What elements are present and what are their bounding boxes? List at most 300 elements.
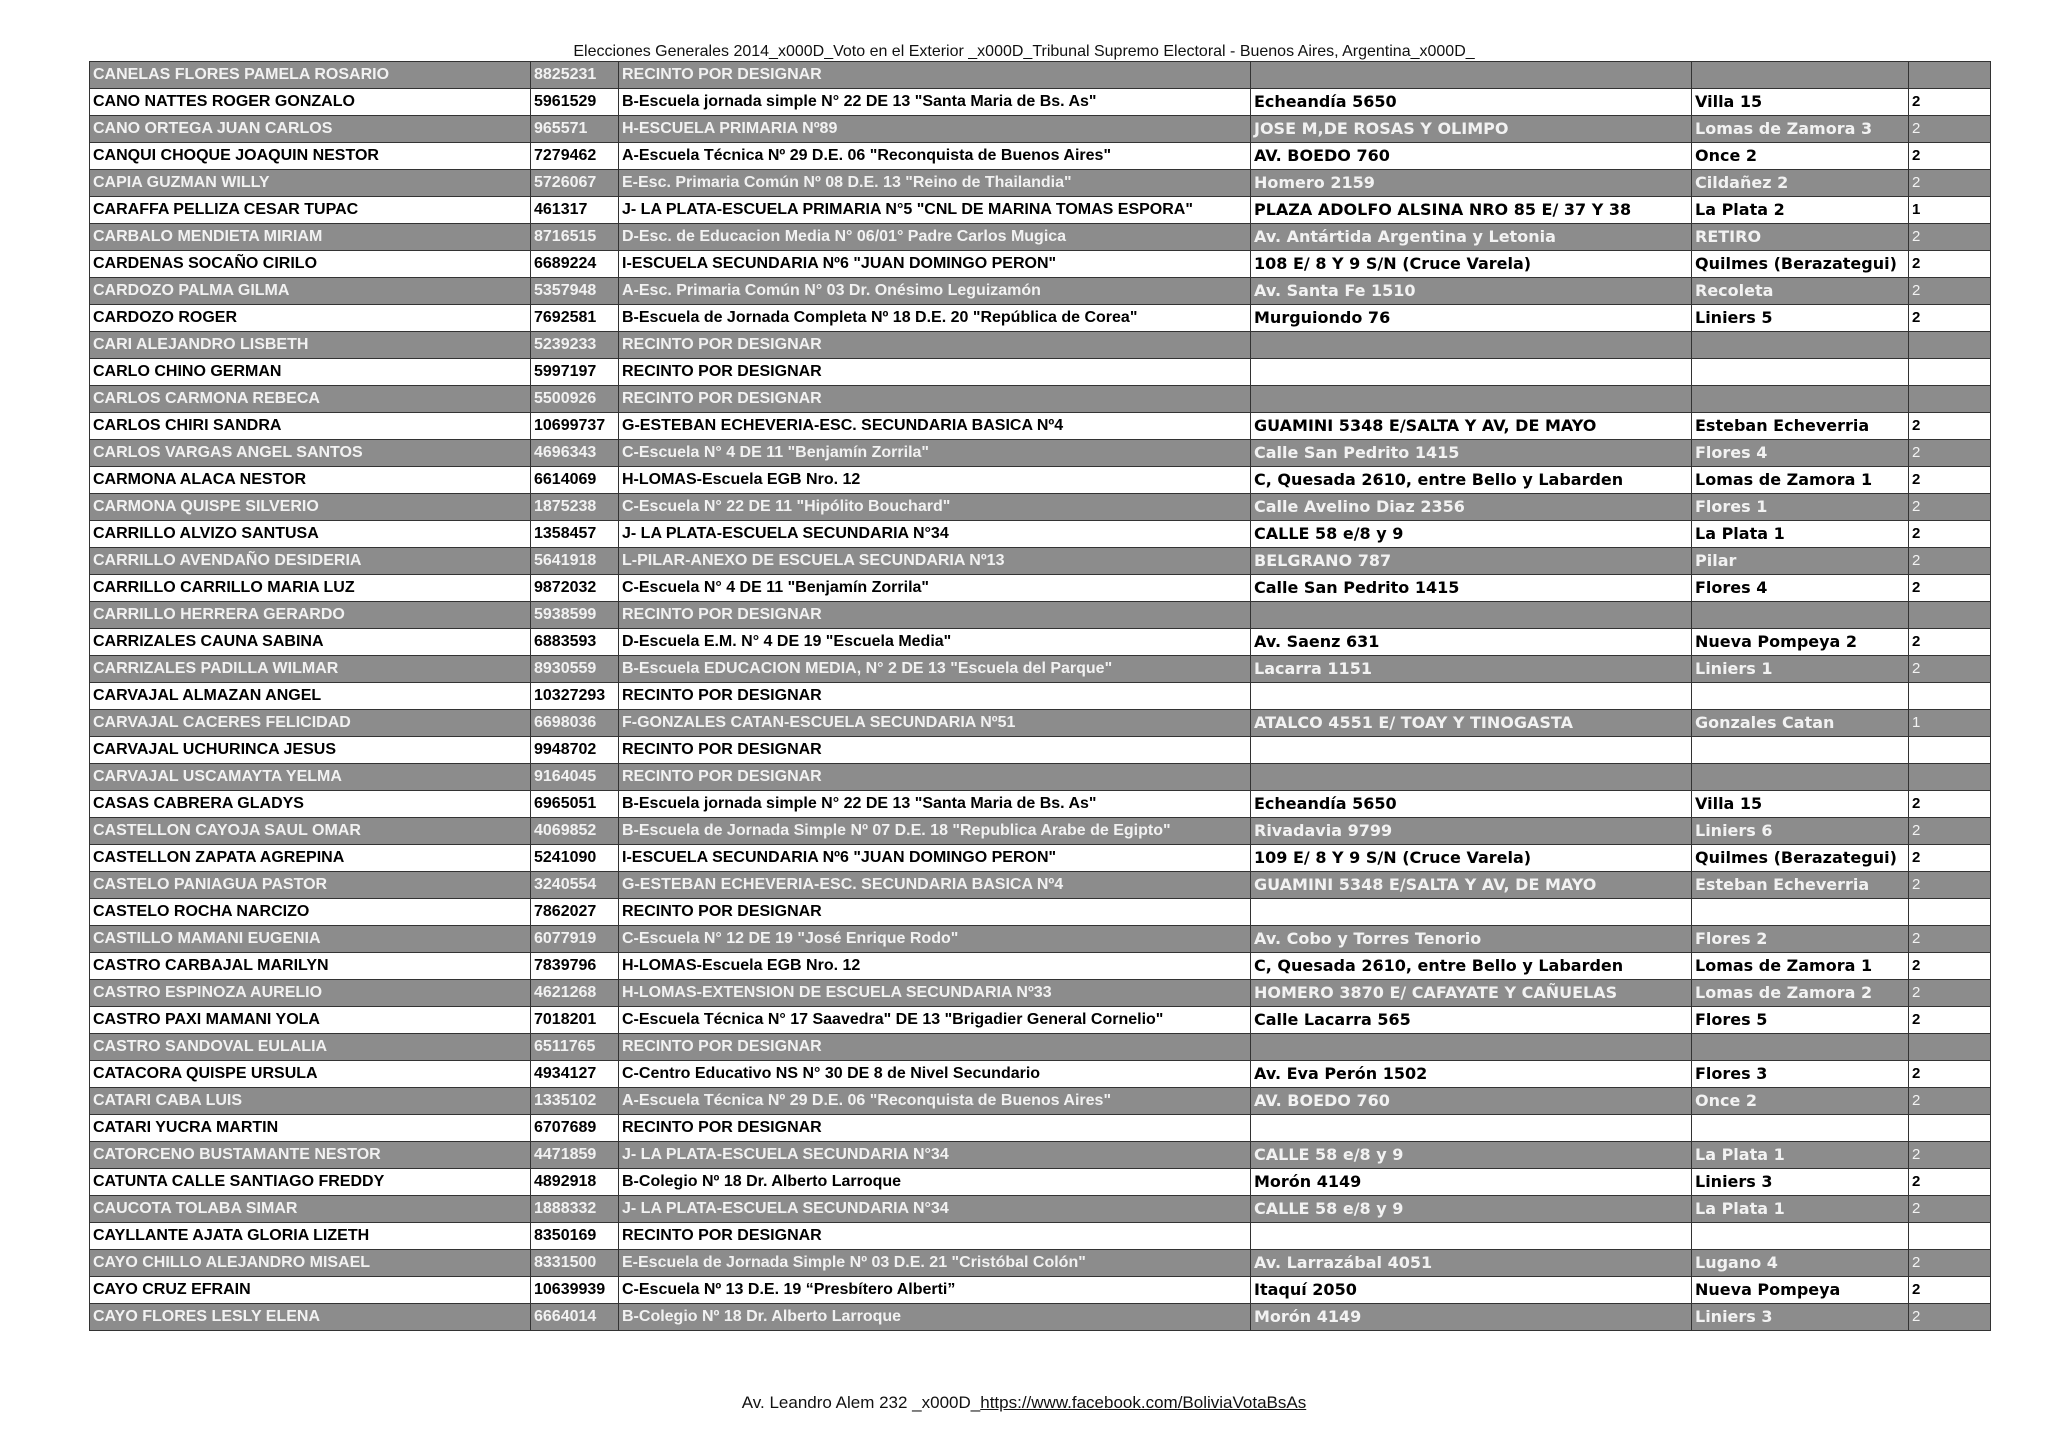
- voter-name-cell: CATARI YUCRA MARTIN: [90, 1115, 531, 1142]
- zone-cell: Liniers 6: [1692, 818, 1909, 845]
- table-row: [90, 1007, 1991, 1034]
- table-row: [90, 1142, 1991, 1169]
- footer-address: Av. Leandro Alem 232 _x000D_: [741, 1393, 981, 1412]
- zone-cell: Flores 3: [1692, 1061, 1909, 1088]
- zone-cell: La Plata 2: [1692, 197, 1909, 224]
- address-cell: C, Quesada 2610, entre Bello y Labarden: [1251, 953, 1692, 980]
- voter-id-cell: 7279462: [531, 143, 619, 170]
- table-row: [90, 1277, 1991, 1304]
- voter-id-cell: 4471859: [531, 1142, 619, 1169]
- table-number-cell: 2: [1909, 1088, 1991, 1115]
- polling-place-cell: RECINTO POR DESIGNAR: [619, 1034, 1251, 1061]
- voter-name-cell: CARLOS VARGAS ANGEL SANTOS: [90, 440, 531, 467]
- address-cell: ATALCO 4551 E/ TOAY Y TINOGASTA: [1251, 710, 1692, 737]
- table-number-cell: 2: [1909, 116, 1991, 143]
- table-row: [90, 440, 1991, 467]
- zone-cell: Liniers 5: [1692, 305, 1909, 332]
- table-row: [90, 656, 1991, 683]
- table-row: [90, 89, 1991, 116]
- polling-place-cell: B-Escuela de Jornada Simple Nº 07 D.E. 18 "Republica Arabe de Egipto": [619, 818, 1251, 845]
- polling-place-cell: C-Escuela Técnica N° 17 Saavedra" DE 13 "Brigadier General Cornelio": [619, 1007, 1251, 1034]
- zone-cell: Quilmes (Berazategui): [1692, 845, 1909, 872]
- polling-place-cell: D-Esc. de Educacion Media N° 06/01° Padre Carlos Mugica: [619, 224, 1251, 251]
- table-number-cell: 2: [1909, 305, 1991, 332]
- voter-name-cell: CARMONA QUISPE SILVERIO: [90, 494, 531, 521]
- voter-name-cell: CARDENAS SOCAÑO CIRILO: [90, 251, 531, 278]
- address-cell: [1251, 602, 1692, 629]
- zone-cell: [1692, 386, 1909, 413]
- polling-place-cell: RECINTO POR DESIGNAR: [619, 62, 1251, 89]
- polling-place-cell: RECINTO POR DESIGNAR: [619, 764, 1251, 791]
- address-cell: 109 E/ 8 Y 9 S/N (Cruce Varela): [1251, 845, 1692, 872]
- table-row: [90, 980, 1991, 1007]
- voter-name-cell: CARVAJAL ALMAZAN ANGEL: [90, 683, 531, 710]
- table-number-cell: 2: [1909, 170, 1991, 197]
- table-number-cell: 2: [1909, 845, 1991, 872]
- table-number-cell: [1909, 1115, 1991, 1142]
- table-number-cell: [1909, 62, 1991, 89]
- table-number-cell: 2: [1909, 872, 1991, 899]
- zone-cell: Villa 15: [1692, 89, 1909, 116]
- polling-place-cell: J- LA PLATA-ESCUELA PRIMARIA N°5 "CNL DE MARINA TOMAS ESPORA": [619, 197, 1251, 224]
- table-row: [90, 359, 1991, 386]
- polling-place-cell: B-Colegio Nº 18 Dr. Alberto Larroque: [619, 1304, 1251, 1331]
- address-cell: Murguiondo 76: [1251, 305, 1692, 332]
- polling-place-cell: C-Escuela N° 4 DE 11 "Benjamín Zorrila": [619, 440, 1251, 467]
- table-number-cell: 2: [1909, 494, 1991, 521]
- polling-place-cell: G-ESTEBAN ECHEVERIA-ESC. SECUNDARIA BASICA Nº4: [619, 872, 1251, 899]
- voter-id-cell: 3240554: [531, 872, 619, 899]
- address-cell: Echeandía 5650: [1251, 791, 1692, 818]
- address-cell: [1251, 764, 1692, 791]
- voters-table: [89, 61, 1991, 1331]
- voter-id-cell: 1875238: [531, 494, 619, 521]
- page-footer: [0, 1393, 2048, 1413]
- voter-id-cell: 5239233: [531, 332, 619, 359]
- voter-id-cell: 6965051: [531, 791, 619, 818]
- address-cell: [1251, 1115, 1692, 1142]
- address-cell: Morón 4149: [1251, 1304, 1692, 1331]
- voter-id-cell: 965571: [531, 116, 619, 143]
- table-number-cell: 2: [1909, 980, 1991, 1007]
- table-row: [90, 170, 1991, 197]
- polling-place-cell: C-Escuela N° 12 DE 19 "José Enrique Rodo": [619, 926, 1251, 953]
- address-cell: CALLE 58 e/8 y 9: [1251, 1142, 1692, 1169]
- voter-id-cell: 7018201: [531, 1007, 619, 1034]
- table-row: [90, 224, 1991, 251]
- table-row: [90, 143, 1991, 170]
- voter-id-cell: 9164045: [531, 764, 619, 791]
- polling-place-cell: B-Escuela jornada simple N° 22 DE 13 "Santa Maria de Bs. As": [619, 791, 1251, 818]
- table-row: [90, 521, 1991, 548]
- zone-cell: Lugano 4: [1692, 1250, 1909, 1277]
- polling-place-cell: F-GONZALES CATAN-ESCUELA SECUNDARIA Nº51: [619, 710, 1251, 737]
- voter-name-cell: CARDOZO PALMA GILMA: [90, 278, 531, 305]
- address-cell: Calle Avelino Diaz 2356: [1251, 494, 1692, 521]
- table-number-cell: [1909, 683, 1991, 710]
- table-number-cell: 2: [1909, 953, 1991, 980]
- voter-id-cell: 6664014: [531, 1304, 619, 1331]
- table-number-cell: [1909, 899, 1991, 926]
- table-row: [90, 1034, 1991, 1061]
- table-number-cell: 1: [1909, 710, 1991, 737]
- document-title: Elecciones Generales 2014_x000D_Voto en el Exterior _x000D_Tribunal Supremo Electoral - Buenos Aires, Argentina_x000D_: [573, 43, 1475, 60]
- table-row: [90, 62, 1991, 89]
- voter-id-cell: 5726067: [531, 170, 619, 197]
- voter-id-cell: 6511765: [531, 1034, 619, 1061]
- voter-id-cell: 6707689: [531, 1115, 619, 1142]
- voter-name-cell: CARAFFA PELLIZA CESAR TUPAC: [90, 197, 531, 224]
- address-cell: AV. BOEDO 760: [1251, 143, 1692, 170]
- table-row: [90, 710, 1991, 737]
- table-row: [90, 386, 1991, 413]
- table-row: [90, 1223, 1991, 1250]
- table-number-cell: [1909, 386, 1991, 413]
- polling-place-cell: C-Centro Educativo NS N° 30 DE 8 de Nivel Secundario: [619, 1061, 1251, 1088]
- polling-place-cell: H-LOMAS-Escuela EGB Nro. 12: [619, 953, 1251, 980]
- voter-id-cell: 8331500: [531, 1250, 619, 1277]
- table-number-cell: [1909, 332, 1991, 359]
- table-number-cell: 2: [1909, 1196, 1991, 1223]
- address-cell: Itaquí 2050: [1251, 1277, 1692, 1304]
- voter-name-cell: CANQUI CHOQUE JOAQUIN NESTOR: [90, 143, 531, 170]
- polling-place-cell: RECINTO POR DESIGNAR: [619, 1115, 1251, 1142]
- table-row: [90, 278, 1991, 305]
- table-number-cell: [1909, 602, 1991, 629]
- address-cell: [1251, 737, 1692, 764]
- zone-cell: La Plata 1: [1692, 1142, 1909, 1169]
- voter-name-cell: CARVAJAL CACERES FELICIDAD: [90, 710, 531, 737]
- table-row: [90, 872, 1991, 899]
- table-row: [90, 1250, 1991, 1277]
- table-number-cell: [1909, 764, 1991, 791]
- voter-id-cell: 5241090: [531, 845, 619, 872]
- voter-id-cell: 8825231: [531, 62, 619, 89]
- table-number-cell: 2: [1909, 818, 1991, 845]
- voter-name-cell: CARMONA ALACA NESTOR: [90, 467, 531, 494]
- zone-cell: La Plata 1: [1692, 1196, 1909, 1223]
- zone-cell: Recoleta: [1692, 278, 1909, 305]
- zone-cell: Flores 1: [1692, 494, 1909, 521]
- address-cell: Echeandía 5650: [1251, 89, 1692, 116]
- voter-name-cell: CASAS CABRERA GLADYS: [90, 791, 531, 818]
- address-cell: [1251, 1223, 1692, 1250]
- voter-id-cell: 1888332: [531, 1196, 619, 1223]
- voter-name-cell: CAUCOTA TOLABA SIMAR: [90, 1196, 531, 1223]
- table-row: [90, 602, 1991, 629]
- table-number-cell: [1909, 1034, 1991, 1061]
- table-number-cell: 2: [1909, 251, 1991, 278]
- polling-place-cell: A-Esc. Primaria Común N° 03 Dr. Onésimo Leguizamón: [619, 278, 1251, 305]
- voter-name-cell: CANELAS FLORES PAMELA ROSARIO: [90, 62, 531, 89]
- polling-place-cell: H-LOMAS-Escuela EGB Nro. 12: [619, 467, 1251, 494]
- voter-id-cell: 6698036: [531, 710, 619, 737]
- table-row: [90, 413, 1991, 440]
- polling-place-cell: RECINTO POR DESIGNAR: [619, 359, 1251, 386]
- address-cell: Av. Santa Fe 1510: [1251, 278, 1692, 305]
- voter-id-cell: 6689224: [531, 251, 619, 278]
- voter-name-cell: CASTELO ROCHA NARCIZO: [90, 899, 531, 926]
- voter-id-cell: 5938599: [531, 602, 619, 629]
- polling-place-cell: J- LA PLATA-ESCUELA SECUNDARIA N°34: [619, 521, 1251, 548]
- table-row: [90, 1088, 1991, 1115]
- voter-name-cell: CARRILLO HERRERA GERARDO: [90, 602, 531, 629]
- polling-place-cell: J- LA PLATA-ESCUELA SECUNDARIA N°34: [619, 1196, 1251, 1223]
- voter-id-cell: 461317: [531, 197, 619, 224]
- zone-cell: Liniers 3: [1692, 1304, 1909, 1331]
- zone-cell: [1692, 1223, 1909, 1250]
- address-cell: Calle San Pedrito 1415: [1251, 575, 1692, 602]
- zone-cell: La Plata 1: [1692, 521, 1909, 548]
- zone-cell: [1692, 62, 1909, 89]
- voter-name-cell: CATUNTA CALLE SANTIAGO FREDDY: [90, 1169, 531, 1196]
- table-row: [90, 791, 1991, 818]
- voter-id-cell: 5357948: [531, 278, 619, 305]
- voter-id-cell: 4934127: [531, 1061, 619, 1088]
- zone-cell: Esteban Echeverria: [1692, 872, 1909, 899]
- zone-cell: Gonzales Catan: [1692, 710, 1909, 737]
- voter-name-cell: CARRILLO CARRILLO MARIA LUZ: [90, 575, 531, 602]
- voter-name-cell: CASTELO PANIAGUA PASTOR: [90, 872, 531, 899]
- voter-name-cell: CASTELLON ZAPATA AGREPINA: [90, 845, 531, 872]
- zone-cell: [1692, 332, 1909, 359]
- voter-id-cell: 4892918: [531, 1169, 619, 1196]
- table-number-cell: 2: [1909, 1169, 1991, 1196]
- polling-place-cell: B-Escuela de Jornada Completa Nº 18 D.E. 20 "República de Corea": [619, 305, 1251, 332]
- table-row: [90, 305, 1991, 332]
- table-number-cell: 2: [1909, 548, 1991, 575]
- table-number-cell: 2: [1909, 467, 1991, 494]
- zone-cell: [1692, 359, 1909, 386]
- voter-id-cell: 5500926: [531, 386, 619, 413]
- voter-id-cell: 9872032: [531, 575, 619, 602]
- polling-place-cell: C-Escuela N° 22 DE 11 "Hipólito Bouchard": [619, 494, 1251, 521]
- voter-id-cell: 5641918: [531, 548, 619, 575]
- polling-place-cell: A-Escuela Técnica Nº 29 D.E. 06 "Reconquista de Buenos Aires": [619, 143, 1251, 170]
- address-cell: JOSE M,DE ROSAS Y OLIMPO: [1251, 116, 1692, 143]
- voter-id-cell: 7692581: [531, 305, 619, 332]
- voter-name-cell: CASTILLO MAMANI EUGENIA: [90, 926, 531, 953]
- address-cell: Rivadavia 9799: [1251, 818, 1692, 845]
- address-cell: Calle San Pedrito 1415: [1251, 440, 1692, 467]
- table-number-cell: 2: [1909, 926, 1991, 953]
- voter-id-cell: 6614069: [531, 467, 619, 494]
- table-row: [90, 683, 1991, 710]
- table-number-cell: 2: [1909, 413, 1991, 440]
- polling-place-cell: I-ESCUELA SECUNDARIA Nº6 "JUAN DOMINGO PERON": [619, 845, 1251, 872]
- table-row: [90, 926, 1991, 953]
- zone-cell: Liniers 1: [1692, 656, 1909, 683]
- footer-facebook-link[interactable]: https://www.facebook.com/BoliviaVotaBsAs: [980, 1393, 1307, 1412]
- table-row: [90, 1061, 1991, 1088]
- voter-name-cell: CAYO FLORES LESLY ELENA: [90, 1304, 531, 1331]
- table-row: [90, 494, 1991, 521]
- polling-place-cell: C-Escuela Nº 13 D.E. 19 “Presbítero Alberti”: [619, 1277, 1251, 1304]
- address-cell: Av. Eva Perón 1502: [1251, 1061, 1692, 1088]
- voter-name-cell: CARLO CHINO GERMAN: [90, 359, 531, 386]
- polling-place-cell: I-ESCUELA SECUNDARIA Nº6 "JUAN DOMINGO PERON": [619, 251, 1251, 278]
- voter-name-cell: CASTRO ESPINOZA AURELIO: [90, 980, 531, 1007]
- voter-id-cell: 4696343: [531, 440, 619, 467]
- polling-place-cell: C-Escuela N° 4 DE 11 "Benjamín Zorrila": [619, 575, 1251, 602]
- address-cell: [1251, 332, 1692, 359]
- voter-id-cell: 7839796: [531, 953, 619, 980]
- voter-name-cell: CASTELLON CAYOJA SAUL OMAR: [90, 818, 531, 845]
- table-row: [90, 953, 1991, 980]
- polling-place-cell: A-Escuela Técnica Nº 29 D.E. 06 "Reconquista de Buenos Aires": [619, 1088, 1251, 1115]
- address-cell: Av. Antártida Argentina y Letonia: [1251, 224, 1692, 251]
- polling-place-cell: G-ESTEBAN ECHEVERIA-ESC. SECUNDARIA BASICA Nº4: [619, 413, 1251, 440]
- address-cell: GUAMINI 5348 E/SALTA Y AV, DE MAYO: [1251, 413, 1692, 440]
- address-cell: AV. BOEDO 760: [1251, 1088, 1692, 1115]
- table-row: [90, 818, 1991, 845]
- zone-cell: Once 2: [1692, 1088, 1909, 1115]
- table-number-cell: 2: [1909, 1142, 1991, 1169]
- table-number-cell: [1909, 1223, 1991, 1250]
- polling-place-cell: RECINTO POR DESIGNAR: [619, 899, 1251, 926]
- zone-cell: RETIRO: [1692, 224, 1909, 251]
- table-number-cell: 2: [1909, 575, 1991, 602]
- polling-place-cell: B-Colegio Nº 18 Dr. Alberto Larroque: [619, 1169, 1251, 1196]
- voter-name-cell: CARRIZALES CAUNA SABINA: [90, 629, 531, 656]
- voter-name-cell: CARVAJAL USCAMAYTA YELMA: [90, 764, 531, 791]
- address-cell: [1251, 683, 1692, 710]
- polling-place-cell: L-PILAR-ANEXO DE ESCUELA SECUNDARIA Nº13: [619, 548, 1251, 575]
- table-row: [90, 467, 1991, 494]
- voter-name-cell: CARVAJAL UCHURINCA JESUS: [90, 737, 531, 764]
- table-row: [90, 737, 1991, 764]
- table-number-cell: 2: [1909, 1061, 1991, 1088]
- table-row: [90, 1196, 1991, 1223]
- address-cell: BELGRANO 787: [1251, 548, 1692, 575]
- table-row: [90, 116, 1991, 143]
- table-row: [90, 629, 1991, 656]
- table-number-cell: [1909, 359, 1991, 386]
- polling-place-cell: E-Escuela de Jornada Simple Nº 03 D.E. 21 "Cristóbal Colón": [619, 1250, 1251, 1277]
- zone-cell: Quilmes (Berazategui): [1692, 251, 1909, 278]
- zone-cell: Flores 4: [1692, 440, 1909, 467]
- table-number-cell: 2: [1909, 629, 1991, 656]
- address-cell: Av. Saenz 631: [1251, 629, 1692, 656]
- address-cell: [1251, 899, 1692, 926]
- voter-name-cell: CARI ALEJANDRO LISBETH: [90, 332, 531, 359]
- address-cell: C, Quesada 2610, entre Bello y Labarden: [1251, 467, 1692, 494]
- voter-id-cell: 10699737: [531, 413, 619, 440]
- table-row: [90, 575, 1991, 602]
- voter-name-cell: CATORCENO BUSTAMANTE NESTOR: [90, 1142, 531, 1169]
- polling-place-cell: RECINTO POR DESIGNAR: [619, 386, 1251, 413]
- zone-cell: Flores 5: [1692, 1007, 1909, 1034]
- polling-place-cell: E-Esc. Primaria Común Nº 08 D.E. 13 "Reino de Thailandia": [619, 170, 1251, 197]
- voter-id-cell: 7862027: [531, 899, 619, 926]
- voter-id-cell: 4069852: [531, 818, 619, 845]
- table-number-cell: 2: [1909, 440, 1991, 467]
- zone-cell: Flores 4: [1692, 575, 1909, 602]
- zone-cell: [1692, 764, 1909, 791]
- address-cell: HOMERO 3870 E/ CAFAYATE Y CAÑUELAS: [1251, 980, 1692, 1007]
- zone-cell: Villa 15: [1692, 791, 1909, 818]
- address-cell: Av. Cobo y Torres Tenorio: [1251, 926, 1692, 953]
- voter-name-cell: CASTRO PAXI MAMANI YOLA: [90, 1007, 531, 1034]
- voter-name-cell: CANO ORTEGA JUAN CARLOS: [90, 116, 531, 143]
- polling-place-cell: RECINTO POR DESIGNAR: [619, 332, 1251, 359]
- voter-name-cell: CATACORA QUISPE URSULA: [90, 1061, 531, 1088]
- zone-cell: [1692, 899, 1909, 926]
- zone-cell: Nueva Pompeya 2: [1692, 629, 1909, 656]
- table-number-cell: 2: [1909, 278, 1991, 305]
- table-number-cell: 2: [1909, 1277, 1991, 1304]
- table-number-cell: 2: [1909, 1250, 1991, 1277]
- zone-cell: Flores 2: [1692, 926, 1909, 953]
- voter-name-cell: CARRILLO ALVIZO SANTUSA: [90, 521, 531, 548]
- zone-cell: Once 2: [1692, 143, 1909, 170]
- table-number-cell: 1: [1909, 197, 1991, 224]
- polling-place-cell: H-LOMAS-EXTENSION DE ESCUELA SECUNDARIA Nº33: [619, 980, 1251, 1007]
- table-row: [90, 251, 1991, 278]
- voter-name-cell: CARRILLO AVENDAÑO DESIDERIA: [90, 548, 531, 575]
- voter-id-cell: 6883593: [531, 629, 619, 656]
- table-number-cell: 2: [1909, 1007, 1991, 1034]
- table-number-cell: 2: [1909, 521, 1991, 548]
- voter-id-cell: 4621268: [531, 980, 619, 1007]
- voter-id-cell: 10327293: [531, 683, 619, 710]
- voter-id-cell: 1358457: [531, 521, 619, 548]
- polling-place-cell: B-Escuela jornada simple N° 22 DE 13 "Santa Maria de Bs. As": [619, 89, 1251, 116]
- table-row: [90, 332, 1991, 359]
- table-number-cell: 2: [1909, 1304, 1991, 1331]
- zone-cell: Nueva Pompeya: [1692, 1277, 1909, 1304]
- zone-cell: Pilar: [1692, 548, 1909, 575]
- address-cell: [1251, 359, 1692, 386]
- voter-name-cell: CAYLLANTE AJATA GLORIA LIZETH: [90, 1223, 531, 1250]
- polling-place-cell: RECINTO POR DESIGNAR: [619, 602, 1251, 629]
- voter-name-cell: CARDOZO ROGER: [90, 305, 531, 332]
- address-cell: CALLE 58 e/8 y 9: [1251, 521, 1692, 548]
- zone-cell: [1692, 1115, 1909, 1142]
- address-cell: [1251, 386, 1692, 413]
- voter-name-cell: CAPIA GUZMAN WILLY: [90, 170, 531, 197]
- voter-name-cell: CARBALO MENDIETA MIRIAM: [90, 224, 531, 251]
- zone-cell: Lomas de Zamora 1: [1692, 953, 1909, 980]
- address-cell: Morón 4149: [1251, 1169, 1692, 1196]
- voter-name-cell: CASTRO CARBAJAL MARILYN: [90, 953, 531, 980]
- table-row: [90, 197, 1991, 224]
- polling-place-cell: B-Escuela EDUCACION MEDIA, N° 2 DE 13 "Escuela del Parque": [619, 656, 1251, 683]
- voter-name-cell: CASTRO SANDOVAL EULALIA: [90, 1034, 531, 1061]
- voter-name-cell: CARRIZALES PADILLA WILMAR: [90, 656, 531, 683]
- table-number-cell: 2: [1909, 143, 1991, 170]
- voter-name-cell: CARLOS CARMONA REBECA: [90, 386, 531, 413]
- table-number-cell: 2: [1909, 89, 1991, 116]
- zone-cell: [1692, 683, 1909, 710]
- address-cell: 108 E/ 8 Y 9 S/N (Cruce Varela): [1251, 251, 1692, 278]
- table-row: [90, 548, 1991, 575]
- zone-cell: Lomas de Zamora 3: [1692, 116, 1909, 143]
- voter-name-cell: CAYO CHILLO ALEJANDRO MISAEL: [90, 1250, 531, 1277]
- table-row: [90, 845, 1991, 872]
- voter-id-cell: 8716515: [531, 224, 619, 251]
- table-row: [90, 1115, 1991, 1142]
- voter-name-cell: CANO NATTES ROGER GONZALO: [90, 89, 531, 116]
- voter-name-cell: CAYO CRUZ EFRAIN: [90, 1277, 531, 1304]
- polling-place-cell: J- LA PLATA-ESCUELA SECUNDARIA N°34: [619, 1142, 1251, 1169]
- zone-cell: Esteban Echeverria: [1692, 413, 1909, 440]
- zone-cell: Lomas de Zamora 2: [1692, 980, 1909, 1007]
- table-number-cell: 2: [1909, 224, 1991, 251]
- voter-name-cell: CATARI CABA LUIS: [90, 1088, 531, 1115]
- address-cell: [1251, 62, 1692, 89]
- voter-id-cell: 10639939: [531, 1277, 619, 1304]
